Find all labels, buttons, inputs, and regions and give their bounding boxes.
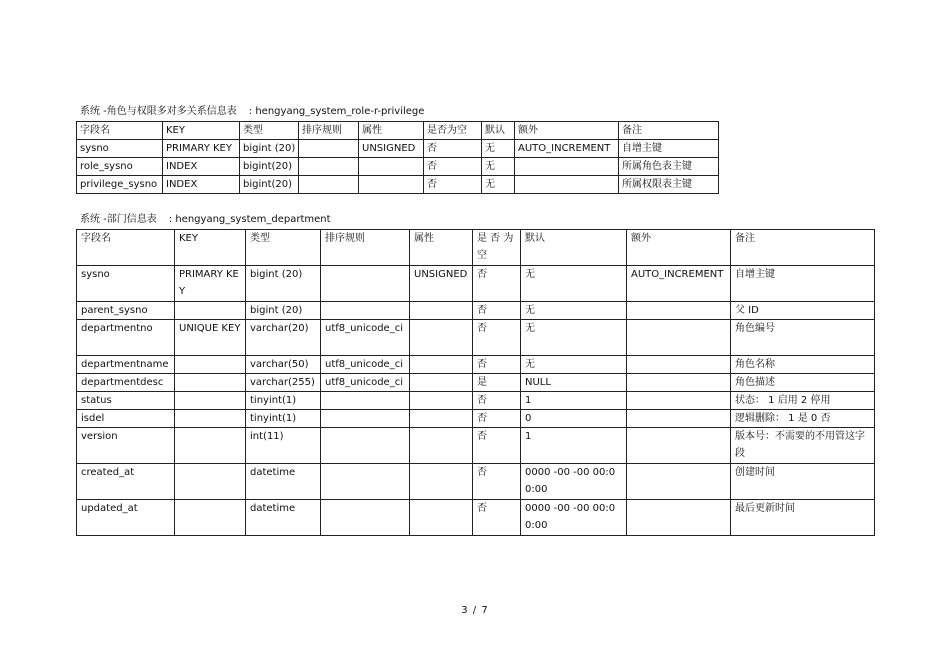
column-header: 备注 xyxy=(619,122,719,140)
column-header: 属性 xyxy=(359,122,424,140)
table-cell: utf8_unicode_ci xyxy=(321,374,410,392)
department-table xyxy=(76,229,875,536)
table-cell: 否 xyxy=(473,500,521,536)
table-row xyxy=(77,374,875,392)
table-cell: 否 xyxy=(473,356,521,374)
table-cell: 自增主键 xyxy=(619,140,719,158)
table-cell: int(11) xyxy=(246,428,321,464)
table-cell: 1 xyxy=(521,428,627,464)
column-header: 属性 xyxy=(410,230,473,266)
table-cell: 否 xyxy=(473,392,521,410)
table-cell: 否 xyxy=(424,176,482,194)
table-cell: bigint (20) xyxy=(246,302,321,320)
table-row xyxy=(77,410,875,428)
column-header: 字段名 xyxy=(77,230,175,266)
table-row xyxy=(77,500,875,536)
table-cell: 否 xyxy=(473,302,521,320)
table-cell: 否 xyxy=(473,266,521,302)
column-header: 额外 xyxy=(515,122,619,140)
table-cell: 所属权限表主键 xyxy=(619,176,719,194)
column-header: 默认 xyxy=(482,122,515,140)
table-cell: varchar(50) xyxy=(246,356,321,374)
table-cell xyxy=(627,428,731,464)
table-cell: UNSIGNED xyxy=(410,266,473,302)
table-cell: bigint (20) xyxy=(240,140,299,158)
table-cell: sysno xyxy=(77,266,175,302)
table-row xyxy=(77,176,719,194)
table-cell: utf8_unicode_ci xyxy=(321,356,410,374)
table-cell: NULL xyxy=(521,374,627,392)
table-cell: INDEX xyxy=(163,176,240,194)
table-cell xyxy=(175,500,246,536)
table-cell xyxy=(627,464,731,500)
page-number: 3 / 7 xyxy=(461,605,489,616)
table-cell xyxy=(515,176,619,194)
table-cell xyxy=(299,176,359,194)
table-row xyxy=(77,320,875,356)
header-row xyxy=(77,122,719,140)
table-cell xyxy=(359,176,424,194)
table-cell: departmentno xyxy=(77,320,175,356)
table-cell: utf8_unicode_ci xyxy=(321,320,410,356)
role-privilege-table xyxy=(76,121,719,194)
table-cell xyxy=(627,374,731,392)
table-cell: UNIQUE KEY xyxy=(175,320,246,356)
table-cell: isdel xyxy=(77,410,175,428)
table-cell: 否 xyxy=(424,158,482,176)
table-cell: 否 xyxy=(473,320,521,356)
table-cell xyxy=(410,500,473,536)
table-cell: sysno xyxy=(77,140,163,158)
table-cell: 最后更新时间 xyxy=(731,500,875,536)
table-cell xyxy=(410,374,473,392)
table-cell: 无 xyxy=(521,356,627,374)
column-header: KEY xyxy=(175,230,246,266)
table-cell: UNSIGNED xyxy=(359,140,424,158)
table-row xyxy=(77,158,719,176)
table-cell: 是 xyxy=(473,374,521,392)
table2-caption-name: : hengyang_system_department xyxy=(168,214,331,225)
table-cell: 无 xyxy=(521,302,627,320)
table-cell xyxy=(410,428,473,464)
table-cell: 无 xyxy=(521,266,627,302)
table-cell: PRIMARY KEY xyxy=(175,266,246,302)
table-cell: bigint(20) xyxy=(240,158,299,176)
table-cell xyxy=(410,356,473,374)
table-cell: status xyxy=(77,392,175,410)
table-cell: bigint(20) xyxy=(240,176,299,194)
table-cell: 角色名称 xyxy=(731,356,875,374)
column-header: 类型 xyxy=(240,122,299,140)
table-cell xyxy=(410,410,473,428)
table-cell xyxy=(321,302,410,320)
table-cell: 否 xyxy=(473,428,521,464)
table-row xyxy=(77,266,875,302)
table-row xyxy=(77,302,875,320)
table-cell: 角色描述 xyxy=(731,374,875,392)
table-cell: 无 xyxy=(521,320,627,356)
table-row xyxy=(77,428,875,464)
column-header: 排序规则 xyxy=(321,230,410,266)
table-cell xyxy=(321,500,410,536)
column-header: 排序规则 xyxy=(299,122,359,140)
table-cell xyxy=(175,428,246,464)
table-cell: tinyint(1) xyxy=(246,410,321,428)
table-cell: varchar(20) xyxy=(246,320,321,356)
table-cell xyxy=(321,266,410,302)
table-cell xyxy=(175,410,246,428)
table-cell: departmentname xyxy=(77,356,175,374)
table-cell: updated_at xyxy=(77,500,175,536)
table-cell xyxy=(627,302,731,320)
column-header: 默认 xyxy=(521,230,627,266)
table-cell xyxy=(321,410,410,428)
table-row xyxy=(77,464,875,500)
table1-caption-name: : hengyang_system_role-r-privilege xyxy=(248,106,425,117)
table-cell: privilege_sysno xyxy=(77,176,163,194)
table-cell xyxy=(627,392,731,410)
table-cell: 否 xyxy=(424,140,482,158)
table-cell xyxy=(299,158,359,176)
column-header: KEY xyxy=(163,122,240,140)
table-cell xyxy=(410,320,473,356)
table-cell: tinyint(1) xyxy=(246,392,321,410)
table-cell xyxy=(175,302,246,320)
table-cell xyxy=(627,320,731,356)
table-cell: version xyxy=(77,428,175,464)
table-cell: varchar(255) xyxy=(246,374,321,392)
table-cell xyxy=(410,392,473,410)
table-row xyxy=(77,356,875,374)
table-cell: created_at xyxy=(77,464,175,500)
table-cell: 0000 -00 -00 00:00:00 xyxy=(521,500,627,536)
table-cell: departmentdesc xyxy=(77,374,175,392)
table-cell: 否 xyxy=(473,464,521,500)
table-cell: 状态： 1 启用 2 停用 xyxy=(731,392,875,410)
table-row xyxy=(77,140,719,158)
table-cell: 所属角色表主键 xyxy=(619,158,719,176)
table-cell xyxy=(627,356,731,374)
table-cell: parent_sysno xyxy=(77,302,175,320)
table-cell: 1 xyxy=(521,392,627,410)
table-cell: 0000 -00 -00 00:00:00 xyxy=(521,464,627,500)
column-header: 额外 xyxy=(627,230,731,266)
table-cell: datetime xyxy=(246,464,321,500)
table-cell xyxy=(175,374,246,392)
table-cell: 父 ID xyxy=(731,302,875,320)
table-cell: 创建时间 xyxy=(731,464,875,500)
table-cell: role_sysno xyxy=(77,158,163,176)
table-cell: datetime xyxy=(246,500,321,536)
table-cell: 版本号：不需要的不用管这字段 xyxy=(731,428,875,464)
table-cell: 无 xyxy=(482,140,515,158)
table-row xyxy=(77,392,875,410)
table-cell xyxy=(299,140,359,158)
table-cell: 自增主键 xyxy=(731,266,875,302)
table-cell xyxy=(410,302,473,320)
table-cell: AUTO_INCREMENT xyxy=(515,140,619,158)
table-cell xyxy=(321,464,410,500)
table-cell xyxy=(627,500,731,536)
table-cell: 0 xyxy=(521,410,627,428)
table-cell xyxy=(175,392,246,410)
column-header: 是否为空 xyxy=(424,122,482,140)
table-cell: 否 xyxy=(473,410,521,428)
table-cell: PRIMARY KEY xyxy=(163,140,240,158)
table-cell: INDEX xyxy=(163,158,240,176)
table-cell: bigint (20) xyxy=(246,266,321,302)
table2-caption xyxy=(80,214,331,226)
column-header: 是 否 为 空 xyxy=(473,230,521,266)
table1-caption xyxy=(80,106,424,118)
table-cell xyxy=(321,392,410,410)
table-cell: 无 xyxy=(482,158,515,176)
column-header: 备注 xyxy=(731,230,875,266)
table1-caption-title: 系统 -角色与权限多对多关系信息表 xyxy=(80,106,237,117)
table-cell: 逻辑删除： 1 是 0 否 xyxy=(731,410,875,428)
table-cell xyxy=(515,158,619,176)
table-cell xyxy=(627,410,731,428)
table-cell: 无 xyxy=(482,176,515,194)
table2-caption-title: 系统 -部门信息表 xyxy=(80,214,157,225)
table-cell xyxy=(359,158,424,176)
table-cell xyxy=(175,464,246,500)
table-cell: 角色编号 xyxy=(731,320,875,356)
header-row xyxy=(77,230,875,266)
table-cell xyxy=(321,428,410,464)
table-cell xyxy=(175,356,246,374)
table-cell: AUTO_INCREMENT xyxy=(627,266,731,302)
column-header: 字段名 xyxy=(77,122,163,140)
column-header: 类型 xyxy=(246,230,321,266)
table-cell xyxy=(410,464,473,500)
